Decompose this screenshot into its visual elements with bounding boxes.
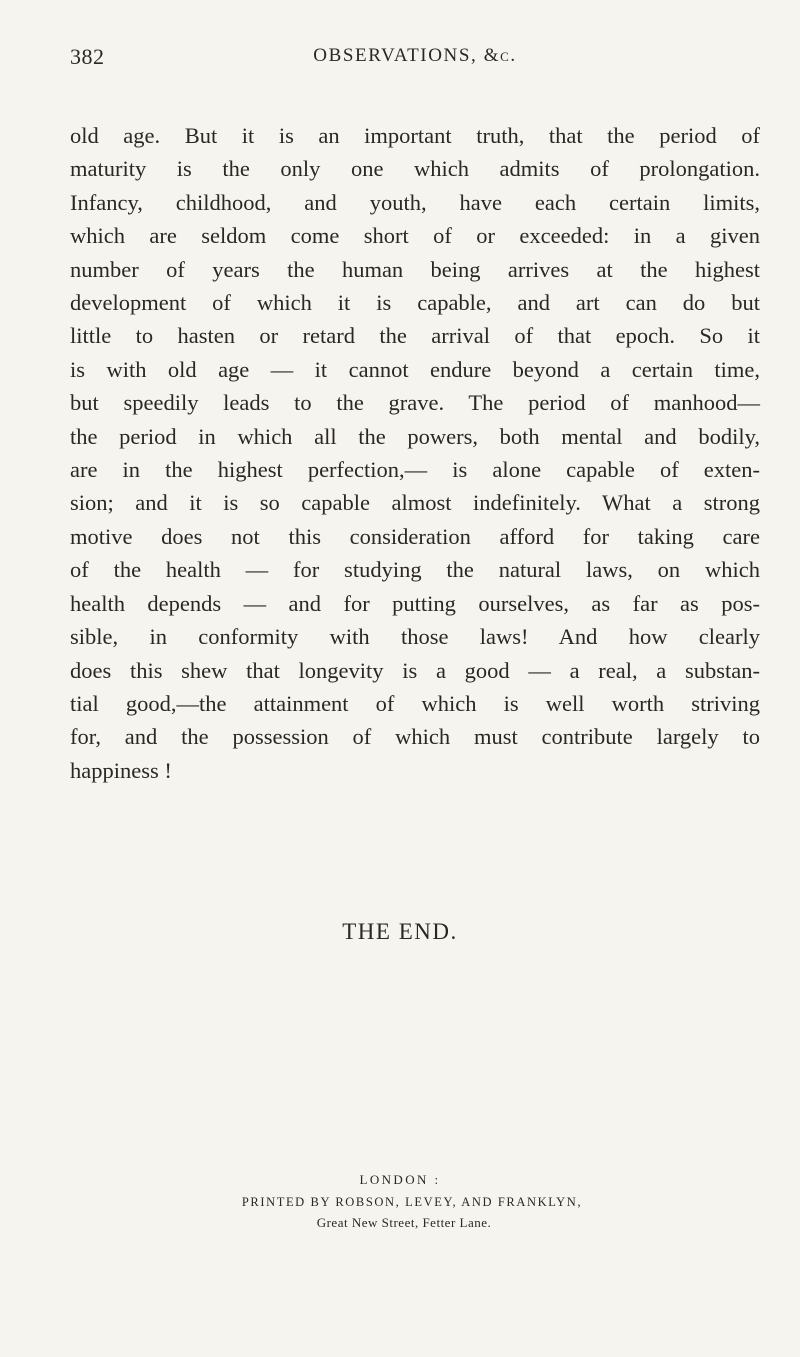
text-line: development of which it is capable, and art can do but — [70, 290, 760, 316]
page-number: 382 — [70, 44, 105, 69]
text-line: happiness ! — [70, 757, 172, 783]
text-line: does this shew that longevity is a good — a real, a substan- — [70, 657, 760, 683]
body-paragraph — [70, 119, 760, 787]
text-line: which are seldom come short of or exceeded: in a given — [70, 223, 760, 249]
text-line: sion; and it is so capable almost indefinitely. What a strong — [70, 490, 760, 516]
text-line: are in the highest perfection,— is alone capable of exten- — [70, 457, 760, 483]
running-head — [70, 44, 760, 84]
text-line: for, and the possession of which must contribute largely to — [70, 724, 760, 750]
text-line: sible, in conformity with those laws! And how clearly — [70, 624, 760, 650]
the-end-heading: THE END. — [342, 919, 458, 944]
printer-imprint — [0, 1169, 800, 1233]
text-line: of the health — for studying the natural laws, on which — [70, 557, 760, 583]
imprint-city: LONDON : — [359, 1172, 441, 1187]
imprint-address: Great New Street, Fetter Lane. — [316, 1215, 492, 1230]
text-line: old age. But it is an important truth, that the period of — [70, 123, 760, 148]
text-line: health depends — and for putting ourselves, as far as pos- — [70, 590, 760, 616]
imprint-printer: PRINTED BY ROBSON, LEVEY, AND FRANKLYN, — [241, 1195, 583, 1209]
text-line: maturity is the only one which admits of prolongation. — [70, 156, 760, 182]
text-line: but speedily leads to the grave. The period of manhood— — [70, 390, 760, 416]
text-line: is with old age — it cannot endure beyond a certain time, — [70, 356, 760, 382]
text-line: little to hasten or retard the arrival of that epoch. So it — [70, 323, 760, 349]
text-line: Infancy, childhood, and youth, have each certain limits, — [70, 189, 760, 215]
text-line: number of years the human being arrives at the highest — [70, 256, 760, 282]
header-title: OBSERVATIONS, &c. — [313, 45, 517, 66]
text-line: motive does not this consideration afford for taking care — [70, 523, 760, 549]
text-line: the period in which all the powers, both mental and bodily, — [70, 423, 760, 449]
text-line: tial good,—the attainment of which is well worth striving — [70, 690, 760, 716]
